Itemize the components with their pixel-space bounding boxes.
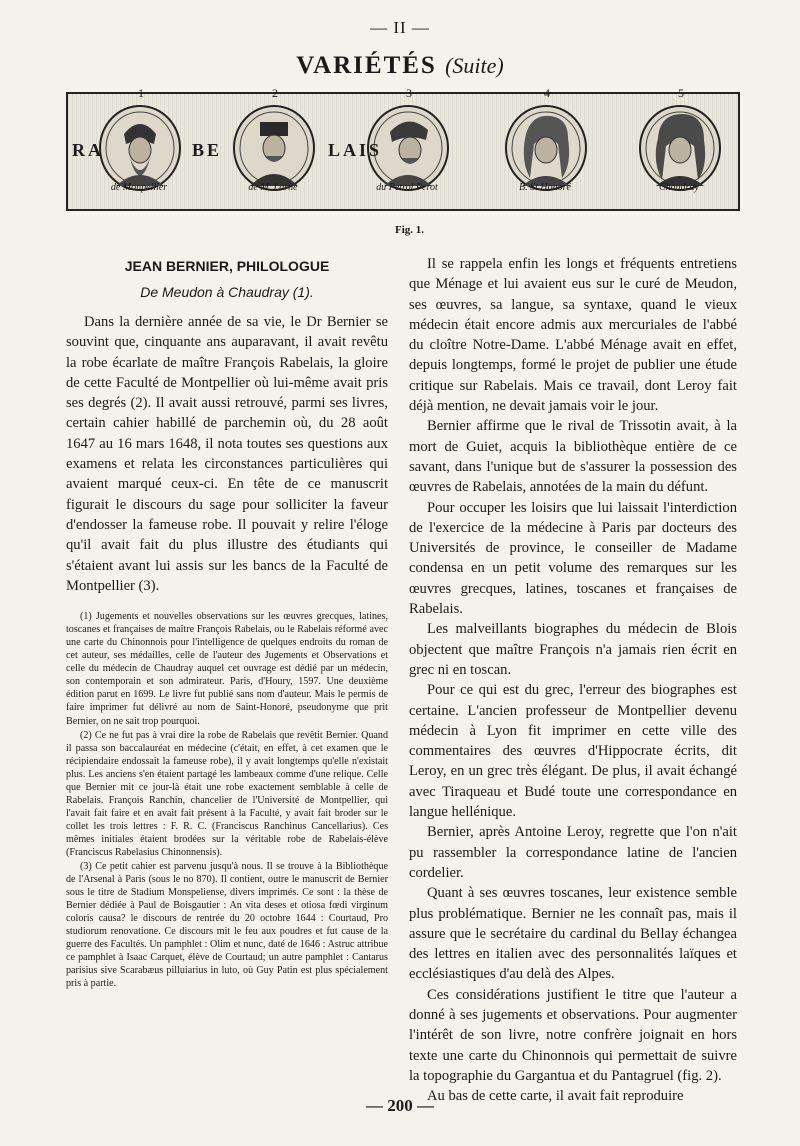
- paragraph: Bernier, après Antoine Leroy, regrette que l'on n'ait pu rassembler la correspondance latine de l'ancien cordelier.: [409, 824, 737, 881]
- figure-caption: Fig. 1.: [395, 224, 425, 236]
- medal-number-5: 5: [678, 86, 684, 100]
- medal-number-2: 2: [272, 86, 278, 100]
- page-number: — 200 —: [366, 1096, 434, 1115]
- left-column: [66, 254, 388, 992]
- medal-number-4: 4: [544, 86, 550, 100]
- medal-number-3: 3: [406, 86, 412, 100]
- paragraph: Dans la dernière année de sa vie, le Dr Bernier se souvint que, cinquante ans auparavant, il avait revêtu la robe écarlate de maître François Rabelais, la gloire de cette Faculté de Montpellier où lui-même avait pris ses degrés (2). Il avait aussi retrouvé, parmi ses livres, certain cahier habillé de parchemin où, du 28 août 1647 au 16 mars 1648, il nota toutes ses questions aux examens et relata les circonstances particulières qui avaient marqué ceux-ci. En tête de ce manuscrit figurait le discours du sage pour solliciter la faveur d'endosser la fameuse robe. Il pouvait y relire l'éloge qu'il avait fait du plus illustre des étudiants qui s'étaient avant lui assis sur les bancs de la Faculté de Montpellier (3).: [66, 314, 388, 594]
- article-title: JEAN BERNIER, PHILOLOGUE: [124, 258, 330, 274]
- paragraph: Pour ce qui est du grec, l'erreur des biographes est certaine. L'ancien professeur de Montpellier devenu médecin à Lyon fit imprimer en cette ville des commentaires des œuvres d'Hippocrate écrits, dit Leroy, en un grec très élégant. De plus, il avait échangé avec Tiraqueau et Budé toute une correspondance en langue hellénique.: [409, 682, 737, 821]
- medal-caption-3: du Petrol Perot: [376, 182, 438, 193]
- paragraph: Quant à ses œuvres toscanes, leur existence semble plus problématique. Bernier ne les connaît pas, mais il assure que le secrétaire du cardinal du Bellay échangea des lettres en italien avec des personnalités laïques et ecclésiastiques d'au delà des Alpes.: [409, 885, 737, 983]
- right-column: [409, 254, 737, 1106]
- medal-caption-4: B. St Honoré: [519, 182, 571, 193]
- banner-label-be: BE: [192, 140, 223, 160]
- article-subtitle: De Meudon à Chaudray (1).: [140, 284, 314, 300]
- paragraph: Bernier affirme que le rival de Trissotin avait, à la mort de Guiet, acquis la bibliothèque entière de ce savant, dans l'unique but de s'assurer la possession des œuvres de Rabelais, annotées de la main du défunt.: [409, 418, 737, 496]
- paragraph: Les malveillants biographes du médecin de Blois objectent que maître François n'a jamais rien écrit en grec ni en toscan.: [409, 621, 737, 678]
- banner-label-ra: RA: [72, 140, 104, 160]
- medals-figure: [66, 86, 740, 211]
- footnotes: [66, 610, 388, 990]
- footnote-2: (2) Ce ne fut pas à vrai dire la robe de Rabelais que revêtit Bernier. Quand il passa son baccalauréat en médecine (c'était, en effet, à cet examen que le récipiendaire endossait la fameuse robe), il y avait longtemps qu'elle n'existait plus. Les anciens s'en étaient partagé les lambeaux comme d'une relique. Celle que Bernier mit ce jour-là était une robe exactement semblable à celle de Rabelais. François Ranchin, chancelier de l'Université de Montpellier, qui l'avait fait faire et en avait fait présent à la Faculté, y avait fait broder sur le collet les trois lettres : F. R. C. (Franciscus Ranchinus Cancellarius). Ces mêmes initiales étaient brodées sur la véritable robe de Rabelais-élève (Franciscus Rabelasius Chinonnensis).: [66, 729, 388, 858]
- medal-caption-2: de M. Larne: [248, 182, 298, 193]
- footnote-3: (3) Ce petit cahier est parvenu jusqu'à nous. Il se trouve à la Bibliothèque de l'Arsenal à Paris (sous le no 870). Il contient, outre le manuscrit de Bernier sous le titre de Stadium Monspeliense, divers imprimés. Ce sont : la thèse de Bernier dédiée à Paul de Boisgautier : An vita deses et otiosa fœdi virginum coloris causa? le discours de rentrée du 20 octobre 1644 : Courtaud, Pro studiorum renovatione. Ce discours mit le feu aux poudres et fut cause de la guerre des Facultés. Un pamphlet : Olim et nunc, daté de 1646 : Astruc attribue ce pamphlet à Isaac Carquet, élève de Courtaud; un autre pamphlet : Cantarus parisius sive Scarabæus pilluiarius in luto, où Guy Patin est plus spécialement pris à partie.: [66, 861, 388, 990]
- footnote-1: (1) Jugements et nouvelles observations sur les œuvres grecques, latines, toscanes et françaises de maître François Rabelais, ou le Rabelais réformé avec une carte du Chinonnois pour l'intelligence de quelques endroits du roman de cet auteur, ses médailles, celle de l'auteur des Jugements et Observations et celle du médecin de Chaudray auquel cet ouvrage est dédié par un médecin, son contemporain et son admirateur. Paris, d'Houry, 1597. Une deuxième édition parut en 1699. Le livre fut publié sans nom d'auteur. Mais le permis de faire imprimer fut délivré au nom de Saint-Honoré, pseudonyme que prit Bernier, on ne sait trop pourquoi.: [66, 611, 388, 727]
- medal-caption-5: Chaudray: [659, 182, 699, 193]
- section-title-suffix: (Suite): [445, 53, 504, 78]
- paragraph: Pour occuper les loisirs que lui laissait l'interdiction de l'exercice de la médecine à Paris par docteurs des Universités de province, le conseiller de Madame condensa en un petit volume des remarques sur les œuvres grecques, latines, toscanes et françaises de Rabelais.: [409, 499, 737, 618]
- paragraph: Ces considérations justifient le titre que l'auteur a donné à ses jugements et observations. Pour augmenter l'intérêt de son livre, notre confrère joignait en hors texte une carte du Chinonnois qui permettait de suivre la topographie du Gargantua et du Pantagruel (fig. 2).: [409, 986, 737, 1084]
- medal-caption-1: de Monpellier: [110, 182, 168, 193]
- section-title: VARIÉTÉS: [296, 52, 437, 79]
- paragraph: Il se rappela enfin les longs et fréquents entretiens que Ménage et lui avaient eus sur le curé de Meudon, ses œuvres, sa langue, sa syntaxe, quand le vieux médecin était encore admis aux mercuriales de l'abbé du cloître Notre-Dame. L'abbé Ménage avait en effet, depuis longtemps, formé le projet de publier une étude critique sur Rabelais. Mais ce travail, dont Leroy fait déjà mention, ne devait jamais voir le jour.: [409, 256, 737, 415]
- paragraph: Au bas de cette carte, il avait fait reproduire: [427, 1088, 684, 1105]
- running-page-number: — II —: [370, 18, 430, 37]
- section-heading: [0, 52, 800, 80]
- medal-number-1: 1: [138, 86, 144, 100]
- banner-label-lais: LAIS: [328, 140, 383, 160]
